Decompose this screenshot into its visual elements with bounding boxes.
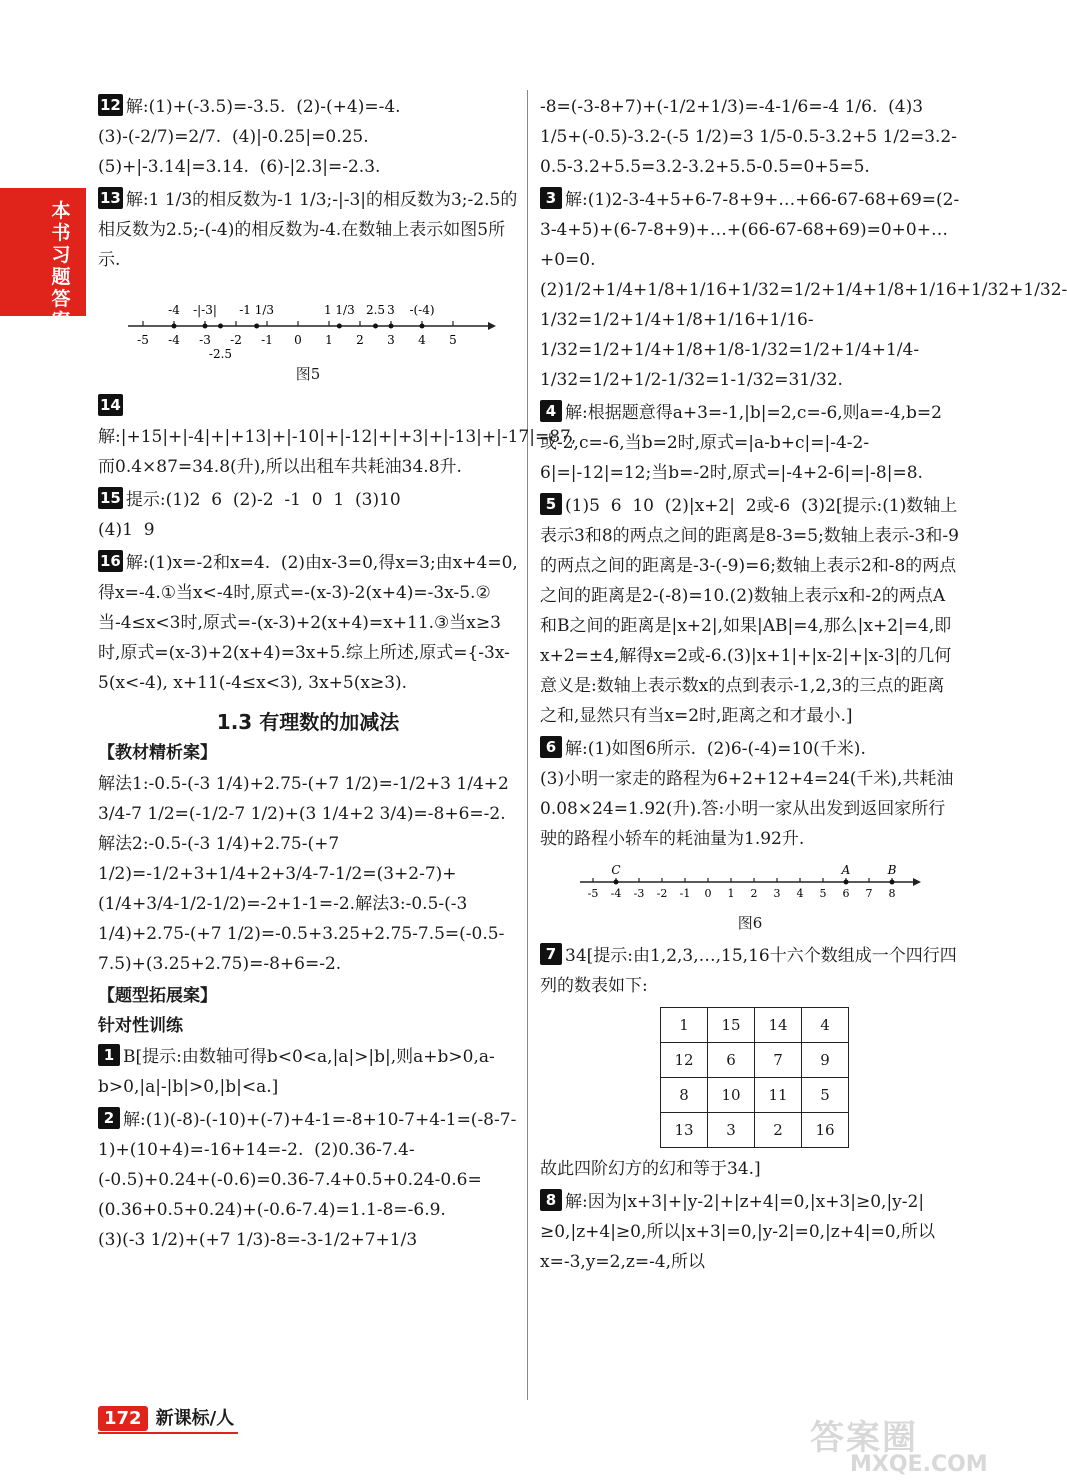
answer-text: 解:1 1/3的相反数为-1 1/3;-|-3|的相反数为3;-2.5的相反数为2.5;-(-4)的相反数为-4.在数轴上表示如图5所示. xyxy=(98,190,518,270)
training-5 xyxy=(540,491,960,731)
table-row xyxy=(661,1113,849,1148)
question-number: 5 xyxy=(540,493,562,515)
watermark-logo: 答案圈 xyxy=(810,1418,918,1458)
table-row xyxy=(661,1008,849,1043)
table-cell: 1 xyxy=(661,1008,708,1043)
watermark-url: MXQE.COM xyxy=(850,1452,988,1477)
training-2 xyxy=(98,1105,518,1255)
table-cell: 12 xyxy=(661,1043,708,1078)
point-dot xyxy=(890,880,895,885)
table-cell: 2 xyxy=(755,1113,802,1148)
point-label: -2.5 xyxy=(208,347,233,361)
figure-caption: 图6 xyxy=(737,914,763,932)
tick-label: 1 xyxy=(727,887,735,900)
footer-rule xyxy=(98,1432,238,1434)
side-tab-label: 本书习题答案 xyxy=(51,200,71,332)
point-label: 1 1/3 xyxy=(323,303,355,317)
answer-text: 解:(1)x=-2和x=4. (2)由x-3=0,得x=3;由x+4=0,得x=-4.①当x<-4时,原式=-(x-3)-2(x+4)=-3x-5.②当-4≤x<3时,原式=-(x-3)+2(x+4)=x+11.③当x≥3时,原式=(x-3)+2(x+4)=3x+5.综上所述,原式={-3x-5(x<-4), x+11(-4≤x<3), 3x+5(x≥3). xyxy=(98,553,518,693)
point-label: -|-3| xyxy=(193,303,217,317)
number-line-figure-6 xyxy=(575,860,925,910)
table-row xyxy=(661,1043,849,1078)
tick-label: 8 xyxy=(888,887,896,900)
answer-12 xyxy=(98,92,518,182)
tick-label: 6 xyxy=(842,887,850,900)
tick-label: 7 xyxy=(865,887,873,900)
table-cell: 5 xyxy=(802,1078,849,1113)
training-8 xyxy=(540,1187,960,1277)
tick-label: -3 xyxy=(199,333,211,347)
tick-label: -2 xyxy=(230,333,242,347)
right-column xyxy=(540,92,1067,1280)
answer-15 xyxy=(98,485,518,545)
answer-16 xyxy=(98,548,518,698)
axis-arrow xyxy=(488,322,496,330)
point-dot xyxy=(172,324,177,329)
page-number: 172 xyxy=(98,1406,148,1431)
answer-14 xyxy=(98,392,577,482)
answer-text: B[提示:由数轴可得b<0<a,|a|>|b|,则a+b>0,a-b>0,|a|-|b|>0,|b|<a.] xyxy=(98,1047,495,1097)
answer-text: 解:因为|x+3|+|y-2|+|z+4|=0,|x+3|≥0,|y-2|≥0,|z+4|≥0,所以|x+3|=0,|y-2|=0,|z+4|=0,所以x=-3,y=2,z=-4,所以 xyxy=(540,1192,935,1272)
point-label: B xyxy=(887,863,897,877)
table-cell: 10 xyxy=(708,1078,755,1113)
answer-text: 解法1:-0.5-(-3 1/4)+2.75-(+7 1/2)=-1/2+3 1/4+2 3/4-7 1/2=(-1/2-7 1/2)+(3 1/4+2 3/4)=-8+6=-2.解法2:-0.5-(-3 1/4)+2.75-(+7 1/2)=-1/2+3+1/4+2+3/4-7-1/2=(3+2-7)+(1/4+3/4-1/2-1/2)=-2+1-1=-2.解法3:-0.5-(-3 1/4)+2.75-(+7 1/2)=-0.5+3.25+2.75-7.5=(-0.5-7.5)+(3.25+2.75)=-8+6=-2. xyxy=(98,774,515,974)
point-dot xyxy=(337,324,342,329)
question-number: 12 xyxy=(100,96,121,114)
answer-text: 解:(1)如图6所示. (2)6-(-4)=10(千米). (3)小明一家走的路程为6+2+12+4=24(千米),共耗油0.08×24=1.92(升).答:小明一家从出发到返回家所行驶的路程小轿车的耗油量为1.92升. xyxy=(540,739,954,849)
tick-label: -3 xyxy=(633,887,645,900)
tick-label: -5 xyxy=(587,887,599,900)
table-cell: 9 xyxy=(802,1043,849,1078)
point-dot xyxy=(218,324,223,329)
point-label: -(-4) xyxy=(409,303,435,317)
question-number: 16 xyxy=(100,552,121,570)
tick-label: -5 xyxy=(137,333,149,347)
tick-label: 4 xyxy=(418,333,426,347)
answer-text: 解:(1)+(-3.5)=-3.5. (2)-(+4)=-4. (3)-(-2/7)=2/7. (4)|-0.25|=0.25. (5)+|-3.14|=3.14. (6)-|2.3|=-2.3. xyxy=(98,97,401,177)
training-6 xyxy=(540,734,960,854)
table-cell: 4 xyxy=(802,1008,849,1043)
tick-label: 0 xyxy=(704,887,712,900)
table-cell: 11 xyxy=(755,1078,802,1113)
point-label: 3 xyxy=(387,303,395,317)
question-number: 15 xyxy=(100,489,121,507)
question-number: 13 xyxy=(100,189,121,207)
tick-label: 2 xyxy=(750,887,758,900)
table-cell: 3 xyxy=(708,1113,755,1148)
question-number: 3 xyxy=(540,187,562,209)
question-number: 2 xyxy=(98,1107,120,1129)
figure-caption: 图5 xyxy=(295,365,321,383)
question-number: 7 xyxy=(540,943,562,965)
subsection-heading: 针对性训练 xyxy=(98,1016,183,1036)
tick-label: 5 xyxy=(449,333,457,347)
answer-text: -8=(-3-8+7)+(-1/2+1/3)=-4-1/6=-4 1/6. (4)3 1/5+(-0.5)-3.2-(-5 1/2)=3 1/5-0.5-3.2+5 1/2=3.2-0.5-3.2+5.5=3.2-3.2+5.5-0.5=0+5=5. xyxy=(540,97,957,177)
tick-label: -1 xyxy=(679,887,691,900)
tick-label: 3 xyxy=(387,333,395,347)
table-cell: 7 xyxy=(755,1043,802,1078)
answer-text: 故此四阶幻方的幻和等于34.] xyxy=(540,1159,761,1179)
training-3 xyxy=(540,185,1067,395)
page-footer xyxy=(98,1404,234,1434)
question-number: 6 xyxy=(540,736,562,758)
table-cell: 6 xyxy=(708,1043,755,1078)
table-cell: 8 xyxy=(661,1078,708,1113)
point-dot xyxy=(389,324,394,329)
point-dot xyxy=(254,324,259,329)
table-cell: 13 xyxy=(661,1113,708,1148)
answer-13 xyxy=(98,185,518,275)
textbook-solution xyxy=(98,769,518,979)
answer-text: 解:(1)2-3-4+5+6-7-8+9+…+66-67-68+69=(2-3-4+5)+(6-7-8+9)+…+(66-67-68+69)=0+0+…+0=0. (2)1/2+1/4+1/8+1/16+1/32=1/2+1/4+1/8+1/16+1/32+1/32-1/32=1/2+1/4+1/8+1/16+1/16-1/32=1/2+1/4+1/8+1/8-1/32=1/2+1/4+1/4-1/32=1/2+1/2-1/32=1-1/32=31/32. xyxy=(540,190,1067,390)
answer-text: 解:|+15|+|-4|+|+13|+|-10|+|-12|+|+3|+|-13|+|-17|=87,而0.4×87=34.8(升),所以出租车共耗油34.8升. xyxy=(98,427,577,477)
tick-label: 2 xyxy=(356,333,364,347)
training-7 xyxy=(540,941,960,1001)
axis-arrow xyxy=(913,878,921,886)
training-1 xyxy=(98,1042,518,1102)
table-cell: 16 xyxy=(802,1113,849,1148)
training-4 xyxy=(540,398,960,488)
training-2-continued xyxy=(540,92,960,182)
question-number: 4 xyxy=(540,400,562,422)
point-label: -1 1/3 xyxy=(239,303,275,317)
point-dot xyxy=(844,880,849,885)
left-column xyxy=(98,92,577,1258)
tick-label: 0 xyxy=(294,333,302,347)
question-number: 8 xyxy=(540,1189,562,1211)
answer-text: 解:(1)(-8)-(-10)+(-7)+4-1=-8+10-7+4-1=(-8-7-1)+(10+4)=-16+14=-2. (2)0.36-7.4-(-0.5)+0.24+(-0.6)=0.36-7.4+0.5+0.24-0.6=(0.36+0.5+0.24)+(-0.6-7.4)=1.1-8=-6.9. (3)(-3 1/2)+(+7 1/3)-8=-3-1/2+7+1/3 xyxy=(98,1110,517,1250)
magic-square-table xyxy=(660,1007,849,1148)
point-dot xyxy=(203,324,208,329)
point-label: 2.5 xyxy=(365,303,386,317)
tick-label: -4 xyxy=(168,333,180,347)
answer-text: 34[提示:由1,2,3,…,15,16十六个数组成一个四行四列的数表如下: xyxy=(540,946,957,996)
table-cell: 14 xyxy=(755,1008,802,1043)
point-label: A xyxy=(841,863,851,877)
point-dot xyxy=(420,324,425,329)
number-line-figure-5 xyxy=(118,281,498,361)
tick-label: 5 xyxy=(819,887,827,900)
table-row xyxy=(661,1078,849,1113)
book-label: 新课标/人 xyxy=(155,1408,235,1429)
tick-label: -4 xyxy=(610,887,622,900)
answer-text: (1)5 6 10 (2)|x+2| 2或-6 (3)2[提示:(1)数轴上表示3和8的两点之间的距离是8-3=5;数轴上表示-3和-9的两点之间的距离是-3-(-9)=6;数轴上表示2和-8的两点之间的距离是2-(-8)=10.(2)数轴上表示x和-2的两点A和B之间的距离是|x+2|,如果|AB|=4,那么|x+2|=4,即x+2=±4,解得x=2或-6.(3)|x+1|+|x-2|+|x-3|的几何意义是:数轴上表示数x的点到表示-1,2,3的三点的距离之和,显然只有当x=2时,距离之和才最小.] xyxy=(540,496,959,726)
point-label: C xyxy=(611,863,621,877)
training-7-end xyxy=(540,1154,960,1184)
tick-label: 1 xyxy=(325,333,333,347)
answer-text: 提示:(1)2 6 (2)-2 -1 0 1 (3)10 (4)1 9 xyxy=(98,490,401,540)
question-number: 1 xyxy=(98,1044,120,1066)
tick-label: -2 xyxy=(656,887,668,900)
subsection-heading: 【教材精析案】 xyxy=(98,743,217,763)
point-dot xyxy=(373,324,378,329)
table-cell: 15 xyxy=(708,1008,755,1043)
tick-label: 4 xyxy=(796,887,804,900)
section-title: 1.3 有理数的加减法 xyxy=(216,710,400,734)
subsection-heading: 【题型拓展案】 xyxy=(98,986,217,1006)
question-number: 14 xyxy=(100,396,121,414)
tick-label: 3 xyxy=(773,887,781,900)
point-dot xyxy=(614,880,619,885)
column-divider xyxy=(527,90,528,1400)
tick-label: -1 xyxy=(261,333,273,347)
answer-text: 解:根据题意得a+3=-1,|b|=2,c=-6,则a=-4,b=2或-2,c=-6,当b=2时,原式=|a-b+c|=|-4-2-6|=|-12|=12;当b=-2时,原式=|-4+2-6|=|-8|=8. xyxy=(540,403,942,483)
point-label: -4 xyxy=(168,303,180,317)
